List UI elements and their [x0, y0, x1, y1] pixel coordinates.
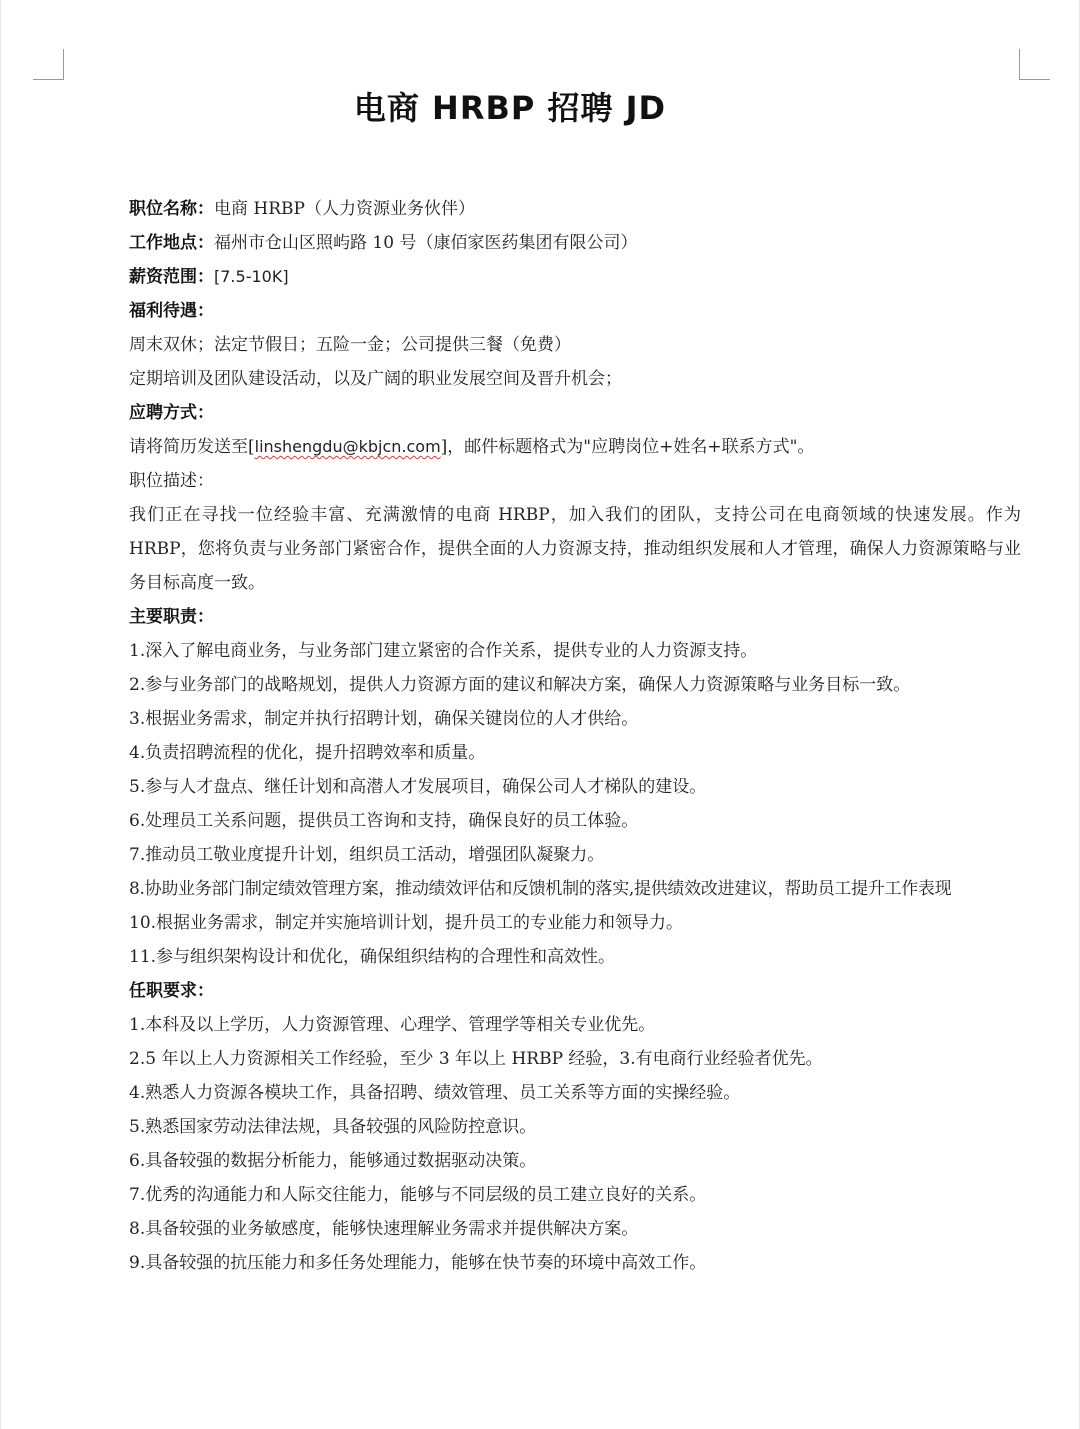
benefits-line: 周末双休；法定节假日；五险一金；公司提供三餐（免费） — [129, 335, 571, 355]
requirement-item: 2.5 年以上人力资源相关工作经验，至少 3 年以上 HRBP 经验，3.有电商行业经验者优先。 — [129, 1049, 823, 1069]
responsibility-item: 8.协助业务部门制定绩效管理方案，推动绩效评估和反馈机制的落实,提供绩效改进建议，帮助员工提升工作表现 — [129, 879, 952, 899]
requirement-item: 7.优秀的沟通能力和人际交往能力，能够与不同层级的员工建立良好的关系。 — [129, 1185, 707, 1205]
apply-suffix: ]，邮件标题格式为"应聘岗位+姓名+联系方式"。 — [440, 437, 815, 457]
responsibility-item: 4.负责招聘流程的优化，提升招聘效率和质量。 — [129, 743, 486, 763]
location-label: 工作地点： — [129, 233, 214, 253]
position-label: 职位名称： — [129, 199, 214, 219]
crop-mark-top-right — [1019, 49, 1050, 80]
location-line — [129, 226, 1021, 260]
document-body — [129, 192, 1021, 1280]
responsibility-item: 6.处理员工关系问题，提供员工咨询和支持，确保良好的员工体验。 — [129, 811, 639, 831]
requirements-label: 任职要求： — [129, 981, 214, 1001]
responsibility-item: 11.参与组织架构设计和优化，确保组织结构的合理性和高效性。 — [129, 947, 616, 967]
apply-label: 应聘方式： — [129, 403, 214, 423]
benefits-heading — [129, 294, 1021, 328]
salary-value: [7.5-10K] — [214, 267, 289, 286]
requirements-heading — [129, 974, 1021, 1008]
apply-prefix: 请将简历发送至[ — [129, 437, 255, 457]
benefits-line: 定期培训及团队建设活动，以及广阔的职业发展空间及晋升机会； — [129, 369, 622, 389]
responsibilities-heading — [129, 600, 1021, 634]
responsibility-item: 3.根据业务需求，制定并执行招聘计划，确保关键岗位的人才供给。 — [129, 709, 639, 729]
position-line — [129, 192, 1021, 226]
responsibility-item: 10.根据业务需求，制定并实施培训计划，提升员工的专业能力和领导力。 — [129, 913, 684, 933]
requirement-item: 6.具备较强的数据分析能力，能够通过数据驱动决策。 — [129, 1151, 537, 1171]
crop-mark-top-left — [33, 49, 64, 80]
description-text: 我们正在寻找一位经验丰富、充满激情的电商 HRBP，加入我们的团队，支持公司在电商领域的快速发展。作为 HRBP，您将负责与业务部门紧密合作，提供全面的人力资源支持，推动组织发展和人才管理，确保人力资源策略与业务目标高度一致。 — [129, 505, 1021, 593]
requirement-item: 9.具备较强的抗压能力和多任务处理能力，能够在快节奏的环境中高效工作。 — [129, 1253, 707, 1273]
apply-heading — [129, 396, 1021, 430]
apply-email: linshengdu@kbjcn.com — [254, 437, 441, 456]
position-value: 电商 HRBP（人力资源业务伙伴） — [214, 199, 475, 219]
requirement-item: 4.熟悉人力资源各模块工作，具备招聘、绩效管理、员工关系等方面的实操经验。 — [129, 1083, 741, 1103]
document-title: 电商 HRBP 招聘 JD — [353, 89, 667, 127]
responsibility-item: 2.参与业务部门的战略规划，提供人力资源方面的建议和解决方案，确保人力资源策略与业务目标一致。 — [129, 675, 911, 695]
responsibility-item: 7.推动员工敬业度提升计划，组织员工活动，增强团队凝聚力。 — [129, 845, 605, 865]
location-value: 福州市仓山区照屿路 10 号（康佰家医药集团有限公司） — [214, 233, 638, 253]
responsibility-item: 5.参与人才盘点、继任计划和高潜人才发展项目，确保公司人才梯队的建设。 — [129, 777, 707, 797]
salary-label: 薪资范围： — [129, 267, 214, 287]
benefits-label: 福利待遇： — [129, 301, 214, 321]
apply-line — [129, 430, 1021, 464]
requirement-item: 5.熟悉国家劳动法律法规，具备较强的风险防控意识。 — [129, 1117, 537, 1137]
salary-line — [129, 260, 1021, 294]
requirement-item: 8.具备较强的业务敏感度，能够快速理解业务需求并提供解决方案。 — [129, 1219, 639, 1239]
requirement-item: 1.本科及以上学历，人力资源管理、心理学、管理学等相关专业优先。 — [129, 1015, 656, 1035]
description-label: 职位描述： — [129, 471, 214, 491]
responsibilities-label: 主要职责： — [129, 607, 214, 627]
responsibility-item: 1.深入了解电商业务，与业务部门建立紧密的合作关系，提供专业的人力资源支持。 — [129, 641, 758, 661]
